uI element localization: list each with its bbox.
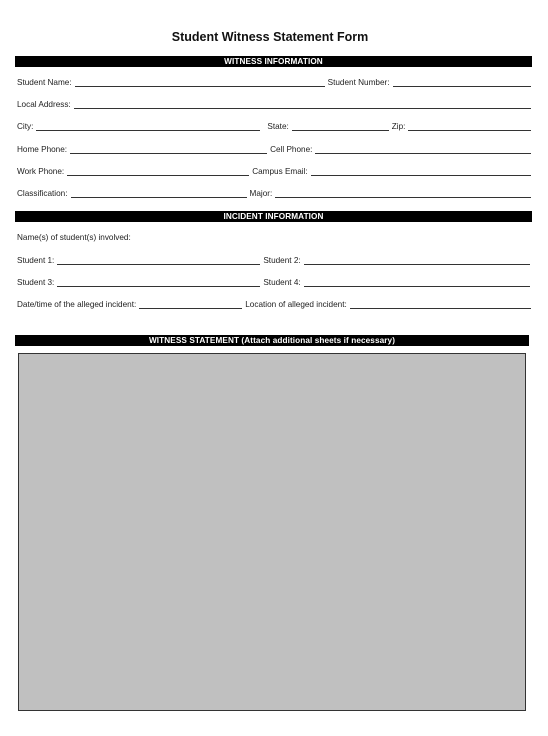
cell-phone-field[interactable] — [315, 145, 531, 154]
major-label: Major: — [249, 189, 273, 198]
row-student-1-2 — [17, 254, 533, 266]
names-involved-label: Name(s) of student(s) involved: — [17, 233, 131, 242]
local-address-field[interactable] — [74, 100, 531, 109]
city-label: City: — [17, 122, 34, 131]
student-4-label: Student 4: — [263, 278, 301, 287]
work-phone-field[interactable] — [67, 167, 249, 176]
row-home-cell-phone — [17, 143, 534, 155]
student-name-field[interactable] — [75, 78, 325, 87]
student-2-field[interactable] — [304, 256, 530, 265]
student-1-field[interactable] — [57, 256, 260, 265]
student-number-label: Student Number: — [327, 78, 390, 87]
cell-phone-label: Cell Phone: — [270, 145, 313, 154]
form-title: Student Witness Statement Form — [171, 30, 369, 44]
state-field[interactable] — [292, 122, 389, 131]
location-field[interactable] — [350, 300, 531, 309]
state-label: State: — [267, 122, 289, 131]
incident-info-header: INCIDENT INFORMATION — [15, 211, 532, 222]
row-student-name — [17, 76, 534, 88]
work-phone-label: Work Phone: — [17, 167, 65, 176]
student-3-field[interactable] — [57, 278, 260, 287]
row-names-involved — [17, 231, 534, 243]
home-phone-field[interactable] — [70, 145, 267, 154]
campus-email-label: Campus Email: — [252, 167, 308, 176]
student-3-label: Student 3: — [17, 278, 55, 287]
row-city-state-zip — [17, 120, 534, 132]
row-work-phone-email — [17, 165, 534, 177]
zip-field[interactable] — [408, 122, 531, 131]
row-classification-major — [17, 187, 534, 199]
home-phone-label: Home Phone: — [17, 145, 68, 154]
student-name-label: Student Name: — [17, 78, 72, 87]
campus-email-field[interactable] — [311, 167, 531, 176]
witness-statement-textarea[interactable] — [18, 353, 526, 711]
zip-label: Zip: — [391, 122, 406, 131]
row-datetime-location — [17, 298, 534, 310]
witness-info-header: WITNESS INFORMATION — [15, 56, 532, 67]
row-local-address — [17, 98, 534, 110]
major-field[interactable] — [275, 189, 531, 198]
student-1-label: Student 1: — [17, 256, 55, 265]
datetime-label: Date/time of the alleged incident: — [17, 300, 137, 309]
row-student-3-4 — [17, 276, 533, 288]
witness-statement-header: WITNESS STATEMENT (Attach additional sheets if necessary) — [15, 335, 529, 346]
student-4-field[interactable] — [304, 278, 530, 287]
local-address-label: Local Address: — [17, 100, 71, 109]
classification-label: Classification: — [17, 189, 68, 198]
student-number-field[interactable] — [393, 78, 531, 87]
student-2-label: Student 2: — [263, 256, 301, 265]
location-label: Location of alleged incident: — [245, 300, 347, 309]
datetime-field[interactable] — [139, 300, 242, 309]
classification-field[interactable] — [71, 189, 247, 198]
city-field[interactable] — [36, 122, 260, 131]
